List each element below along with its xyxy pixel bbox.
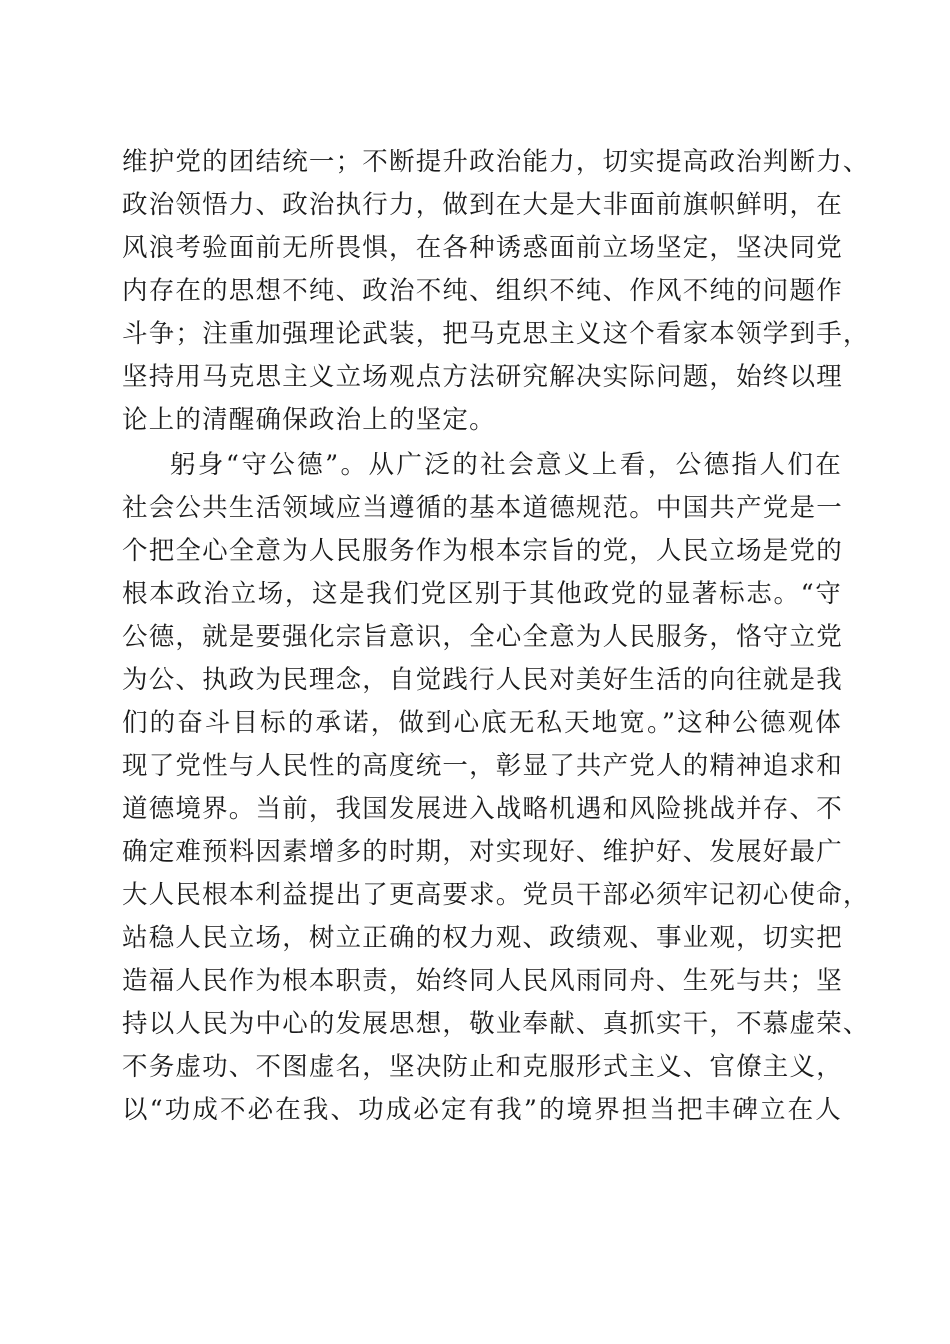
text-line: 现了党性与人民性的高度统一，彰显了共产党人的精神追求和 xyxy=(122,751,843,781)
text-line: 根本政治立场，这是我们党区别于其他政党的显著标志。“守 xyxy=(122,579,842,609)
text-line: 社会公共生活领域应当遵循的基本道德规范。中国共产党是一 xyxy=(122,493,843,523)
text-line: 持以人民为中心的发展思想，敬业奉献、真抓实干，不慕虚荣、 xyxy=(122,1009,870,1039)
text-line: 论上的清醒确保政治上的坚定。 xyxy=(122,405,496,435)
text-line: 风浪考验面前无所畏惧，在各种诱惑面前立场坚定，坚决同党 xyxy=(122,233,843,263)
text-line: 们的奋斗目标的承诺，做到心底无私天地宽。”这种公德观体 xyxy=(122,708,842,738)
text-line: 个把全心全意为人民服务作为根本宗旨的党，人民立场是党的 xyxy=(122,536,843,566)
text-line: 维护党的团结统一；不断提升政治能力，切实提高政治判断力、 xyxy=(122,147,870,177)
text-line: 大人民根本利益提出了更高要求。党员干部必须牢记初心使命， xyxy=(122,880,870,910)
text-line: 确定难预料因素增多的时期，对实现好、维护好、发展好最广 xyxy=(122,837,843,867)
text-line: 造福人民作为根本职责，始终同人民风雨同舟、生死与共；坚 xyxy=(122,966,843,996)
text-line: 站稳人民立场，树立正确的权力观、政绩观、事业观，切实把 xyxy=(122,923,843,953)
text-line: 以“功成不必在我、功成必定有我”的境界担当把丰碑立在人 xyxy=(122,1095,842,1125)
text-line: 公德，就是要强化宗旨意识，全心全意为人民服务，恪守立党 xyxy=(122,622,843,652)
text-line: 道德境界。当前，我国发展进入战略机遇和风险挑战并存、不 xyxy=(122,794,843,824)
text-line: 坚持用马克思主义立场观点方法研究解决实际问题，始终以理 xyxy=(122,362,843,392)
text-line: 政治领悟力、政治执行力，做到在大是大非面前旗帜鲜明，在 xyxy=(122,190,843,220)
text-line: 斗争；注重加强理论武装，把马克思主义这个看家本领学到手， xyxy=(122,319,870,349)
text-line: 为公、执政为民理念，自觉践行人民对美好生活的向往就是我 xyxy=(122,665,843,695)
text-line: 内存在的思想不纯、政治不纯、组织不纯、作风不纯的问题作 xyxy=(122,276,843,306)
text-line: 不务虚功、不图虚名，坚决防止和克服形式主义、官僚主义， xyxy=(122,1052,843,1082)
paragraph-first-line: 躬身“守公德”。从广泛的社会意义上看，公德指人们在 xyxy=(170,450,842,480)
